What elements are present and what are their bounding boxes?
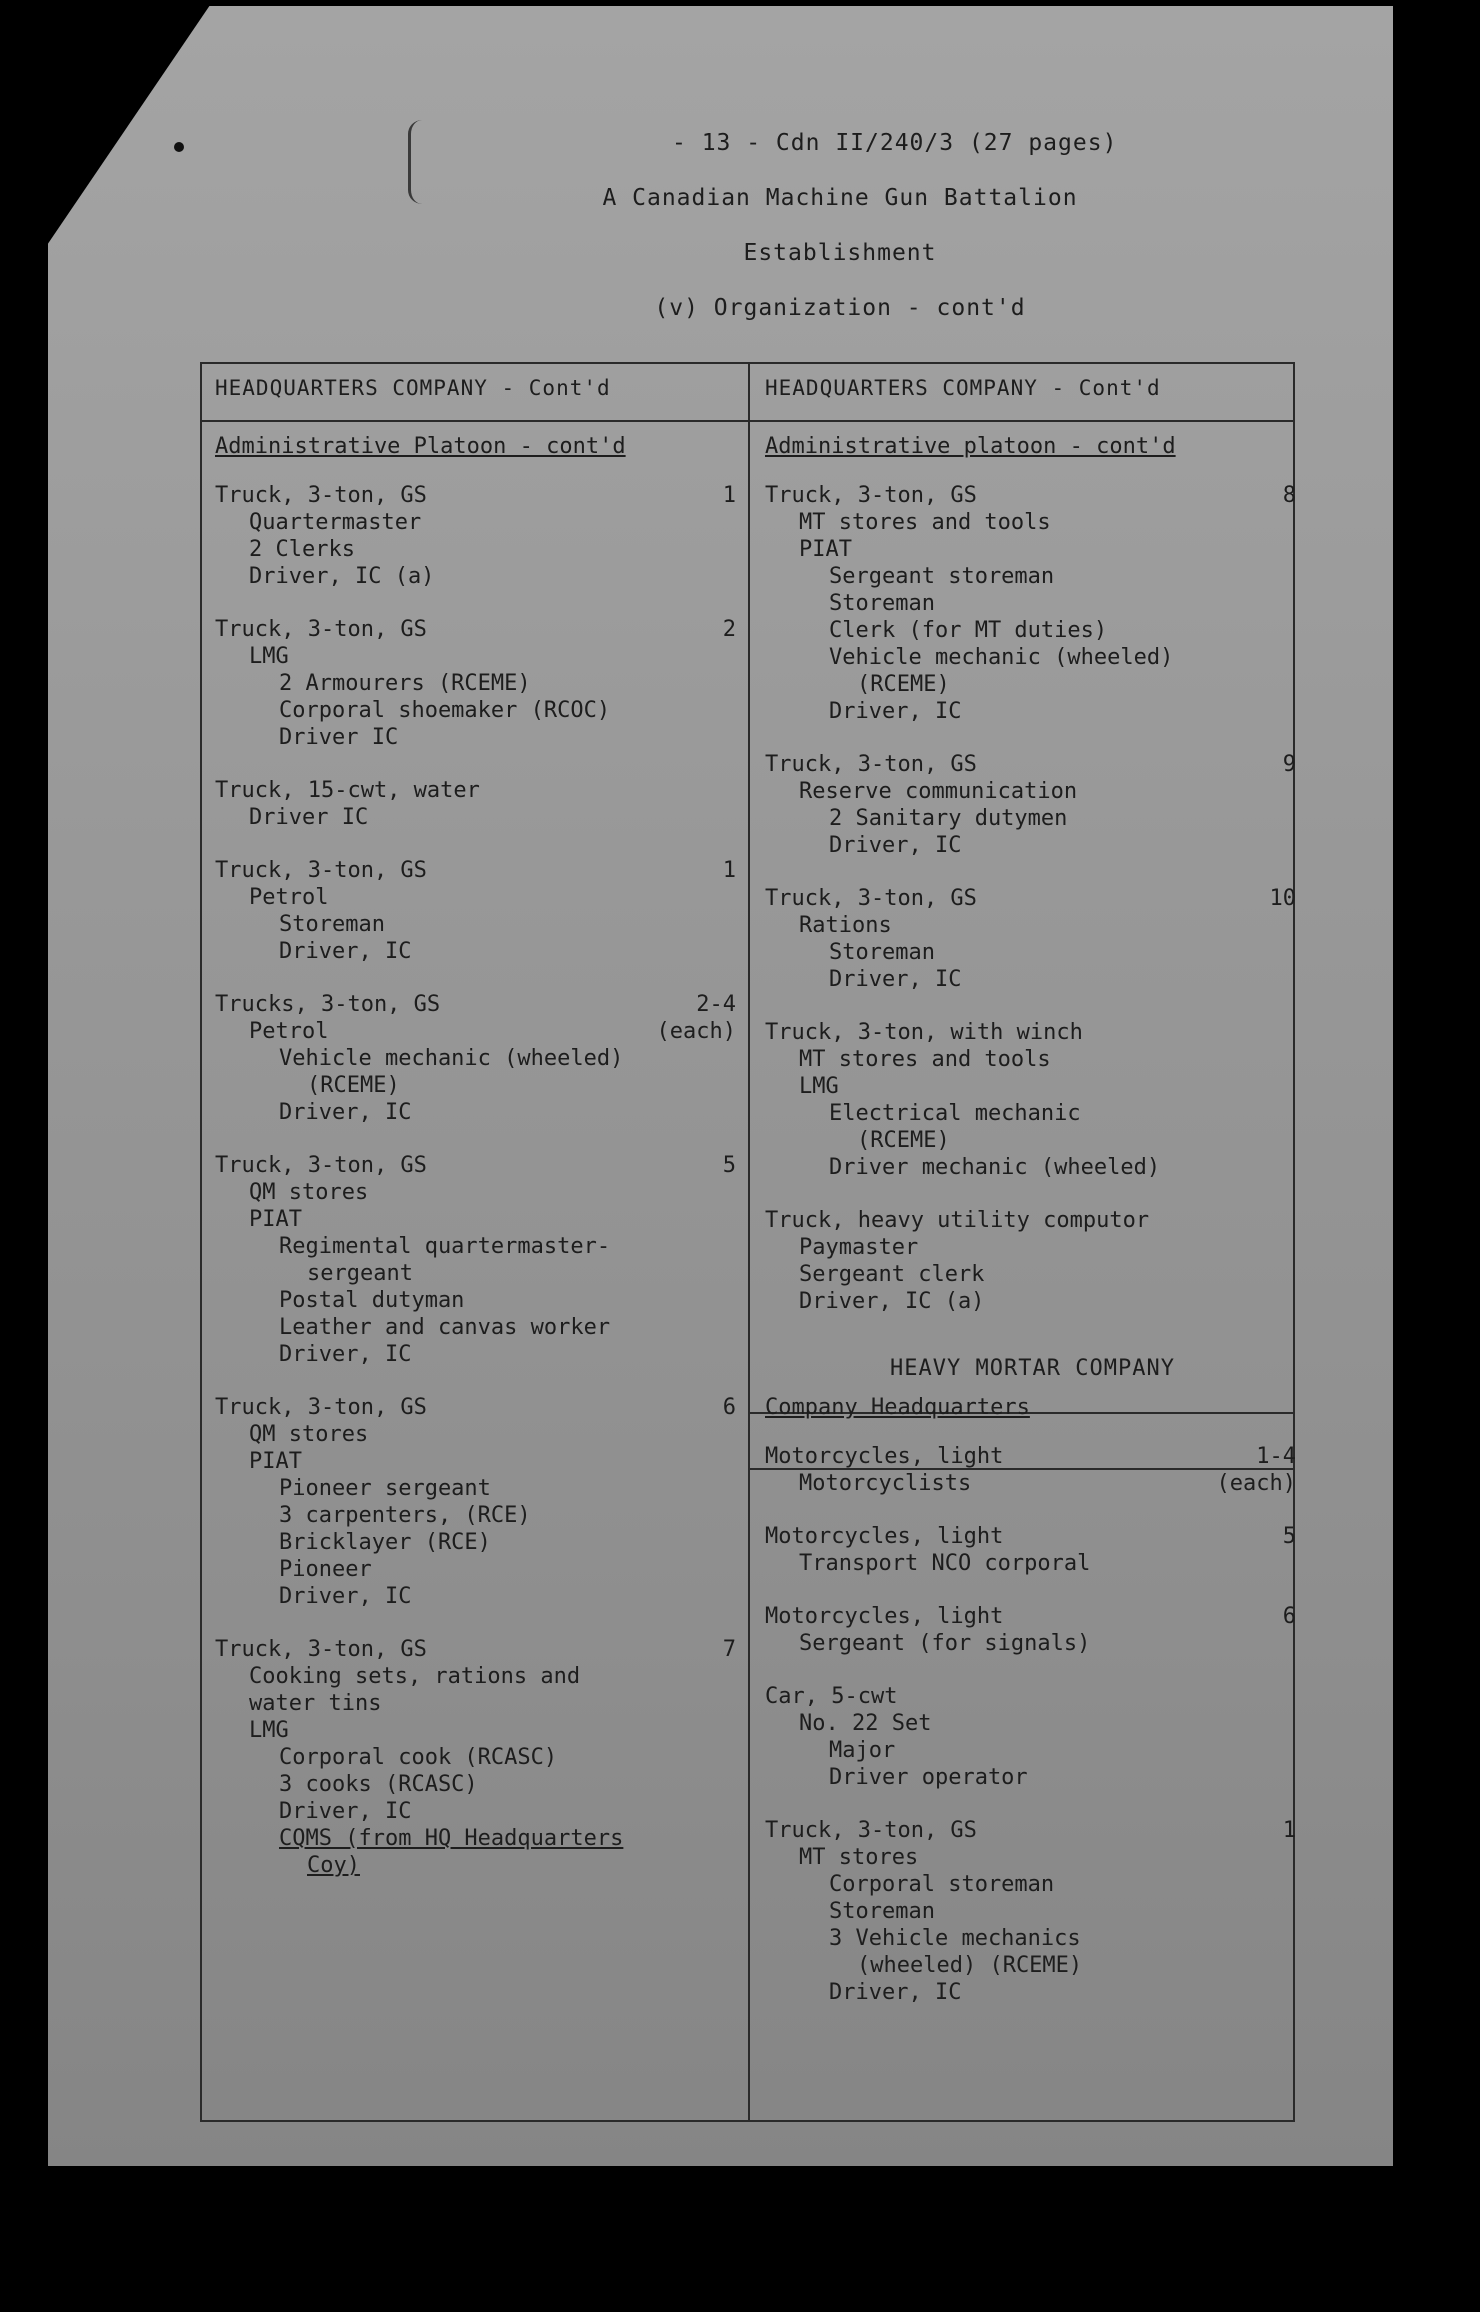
- vehicle-detail-row: [215, 1744, 740, 1771]
- page-reference: - 13 - Cdn II/240/3 (27 pages): [672, 130, 1118, 156]
- vehicle-detail-row: [215, 643, 740, 670]
- vehicle-detail-row: [215, 1018, 740, 1045]
- vehicle-detail: Driver, IC: [279, 1100, 412, 1125]
- vehicle-detail-row: [765, 590, 1300, 617]
- vehicle-detail-row: [765, 509, 1300, 536]
- vehicle-detail: 3 cooks (RCASC): [279, 1772, 478, 1797]
- vehicle-title: Truck, 3-ton, GS: [215, 483, 427, 508]
- vehicle-entry-line: [765, 1817, 1300, 1844]
- vehicle-detail-row: [215, 1529, 740, 1556]
- vehicle-detail: Regimental quartermaster-: [279, 1234, 611, 1259]
- vehicle-detail: 2 Sanitary dutymen: [829, 806, 1068, 831]
- vehicle-detail-row: [215, 670, 740, 697]
- vehicle-detail: Quartermaster: [249, 510, 422, 535]
- vehicle-number: 1: [1282, 1818, 1296, 1843]
- vehicle-detail: Driver operator: [829, 1765, 1028, 1790]
- vehicle-number: 1-4: [1256, 1444, 1296, 1469]
- vehicle-detail: LMG: [249, 644, 289, 669]
- vehicle-detail: sergeant: [307, 1261, 413, 1286]
- vehicle-detail: MT stores: [799, 1845, 919, 1870]
- vehicle-detail: Postal dutyman: [279, 1288, 465, 1313]
- vehicle-detail-row: [765, 1046, 1300, 1073]
- left-entries: [215, 482, 740, 1879]
- vehicle-detail-row: [765, 1710, 1300, 1737]
- vehicle-entry-line: [215, 857, 740, 884]
- vehicle-detail-row: [765, 1630, 1300, 1657]
- vehicle-title: Truck, 3-ton, GS: [215, 617, 427, 642]
- vehicle-title: Truck, 3-ton, GS: [215, 1395, 427, 1420]
- table-left-rule: [200, 362, 202, 2122]
- vehicle-entry: [765, 885, 1300, 993]
- vehicle-entry: [765, 1443, 1300, 1497]
- vehicle-detail: Storeman: [829, 591, 935, 616]
- vehicle-detail: 3 carpenters, (RCE): [279, 1503, 531, 1528]
- vehicle-detail-row: [215, 804, 740, 831]
- vehicle-detail-row: [215, 563, 740, 590]
- vehicle-detail-row: [765, 1261, 1300, 1288]
- vehicle-detail: 2 Armourers (RCEME): [279, 671, 531, 696]
- vehicle-detail: No. 22 Set: [799, 1711, 932, 1736]
- vehicle-detail: Driver, IC: [829, 967, 962, 992]
- vehicle-detail-row: [765, 832, 1300, 859]
- vehicle-title: Truck, 3-ton, GS: [215, 1153, 427, 1178]
- vehicle-entry: [215, 1394, 740, 1610]
- section-heading: (v) Organization - cont'd: [654, 295, 1026, 321]
- vehicle-detail-row: [765, 563, 1300, 590]
- vehicle-entry-line: [765, 482, 1300, 509]
- vehicle-detail: Vehicle mechanic (wheeled): [829, 645, 1174, 670]
- vehicle-entry-line: [765, 885, 1300, 912]
- vehicle-entry: [215, 777, 740, 831]
- vehicle-number: 5: [1282, 1524, 1296, 1549]
- vehicle-detail-row: [765, 1979, 1300, 2006]
- vehicle-detail: Sergeant clerk: [799, 1262, 985, 1287]
- vehicle-title: Truck, 3-ton, GS: [765, 752, 977, 777]
- vehicle-detail: PIAT: [799, 537, 852, 562]
- vehicle-title: Truck, 3-ton, GS: [765, 483, 977, 508]
- vehicle-entry-line: [215, 616, 740, 643]
- vehicle-detail: Driver, IC: [279, 1584, 412, 1609]
- vehicle-detail-row: [765, 1764, 1300, 1791]
- vehicle-detail: Driver, IC: [279, 1799, 412, 1824]
- vehicle-detail-row: [765, 1127, 1300, 1154]
- vehicle-detail-row: [765, 1073, 1300, 1100]
- vehicle-detail: (RCEME): [857, 1128, 950, 1153]
- vehicle-detail: Driver, IC: [829, 699, 962, 724]
- vehicle-detail: Corporal storeman: [829, 1872, 1055, 1897]
- vehicle-detail-row: [215, 536, 740, 563]
- vehicle-detail-row: [765, 698, 1300, 725]
- vehicle-entry: [215, 482, 740, 590]
- vehicle-detail-row: [765, 1952, 1300, 1979]
- vehicle-detail: Transport NCO corporal: [799, 1551, 1091, 1576]
- vehicle-detail-row: [215, 938, 740, 965]
- vehicle-detail: PIAT: [249, 1207, 302, 1232]
- vehicle-detail-row: [765, 1737, 1300, 1764]
- vehicle-detail: Storeman: [829, 1899, 935, 1924]
- vehicle-entry-line: [765, 1683, 1300, 1710]
- vehicle-title: Truck, 3-ton, GS: [215, 1637, 427, 1662]
- vehicle-detail: (wheeled) (RCEME): [857, 1953, 1083, 1978]
- vehicle-detail: water tins: [249, 1691, 382, 1716]
- vehicle-detail-row: [765, 778, 1300, 805]
- vehicle-title: Trucks, 3-ton, GS: [215, 992, 441, 1017]
- vehicle-detail: Bricklayer (RCE): [279, 1530, 491, 1555]
- vehicle-entry: [215, 857, 740, 965]
- vehicle-detail-row: [765, 1844, 1300, 1871]
- vehicle-detail-row: [215, 1852, 740, 1879]
- vehicle-detail-row: [215, 1475, 740, 1502]
- vehicle-detail: Major: [829, 1738, 896, 1763]
- vehicle-entry: [765, 482, 1300, 725]
- vehicle-detail-row: [215, 1717, 740, 1744]
- vehicle-title: Motorcycles, light: [765, 1604, 1004, 1629]
- punch-hole: [174, 142, 184, 152]
- vehicle-detail-row: [215, 697, 740, 724]
- vehicle-detail-row: [215, 1663, 740, 1690]
- vehicle-entry-line: [765, 1443, 1300, 1470]
- vehicle-detail-row: [215, 1287, 740, 1314]
- vehicle-detail-row: [765, 805, 1300, 832]
- vehicle-entry-line: [215, 1394, 740, 1421]
- vehicle-entry: [765, 1523, 1300, 1577]
- vehicle-detail: Sergeant (for signals): [799, 1631, 1091, 1656]
- vehicle-detail: Storeman: [829, 940, 935, 965]
- company-section-title: Company Headquarters: [765, 1395, 1030, 1420]
- vehicle-detail-row: [215, 1421, 740, 1448]
- vehicle-detail-row: [215, 1798, 740, 1825]
- right-column-header: HEADQUARTERS COMPANY - Cont'd: [765, 376, 1161, 400]
- vehicle-entry: [215, 1636, 740, 1879]
- vehicle-detail-row: [765, 1898, 1300, 1925]
- vehicle-detail: Driver IC: [249, 805, 369, 830]
- vehicle-detail: Reserve communication: [799, 779, 1078, 804]
- vehicle-number: 1: [722, 483, 736, 508]
- vehicle-title: Truck, 3-ton, GS: [765, 1818, 977, 1843]
- vehicle-detail: CQMS (from HQ Headquarters: [279, 1826, 624, 1851]
- vehicle-entry-line: [215, 1636, 740, 1663]
- vehicle-detail-row: [215, 1502, 740, 1529]
- vehicle-detail: QM stores: [249, 1422, 369, 1447]
- vehicle-detail: (RCEME): [307, 1073, 400, 1098]
- right-column: [765, 375, 1300, 2032]
- vehicle-detail-note: (each): [656, 1019, 736, 1044]
- vehicle-entry: [215, 616, 740, 751]
- vehicle-title: Motorcycles, light: [765, 1444, 1004, 1469]
- vehicle-detail: Vehicle mechanic (wheeled): [279, 1046, 624, 1071]
- vehicle-entry: [215, 1152, 740, 1368]
- vehicle-entry-line: [215, 1152, 740, 1179]
- vehicle-detail-row: [765, 1925, 1300, 1952]
- vehicle-detail-row: [765, 644, 1300, 671]
- vehicle-title: Truck, 15-cwt, water: [215, 778, 480, 803]
- table-bottom-rule: [200, 2120, 1295, 2122]
- vehicle-detail: MT stores and tools: [799, 1047, 1051, 1072]
- vehicle-detail: Petrol: [249, 885, 329, 910]
- vehicle-detail-row: [215, 1233, 740, 1260]
- vehicle-detail-row: [765, 1154, 1300, 1181]
- vehicle-number: 6: [722, 1395, 736, 1420]
- vehicle-detail-row: [765, 536, 1300, 563]
- vehicle-detail: Storeman: [279, 912, 385, 937]
- left-column-header: HEADQUARTERS COMPANY - Cont'd: [215, 376, 611, 400]
- vehicle-detail-row: [215, 1341, 740, 1368]
- vehicle-detail-row: [215, 1099, 740, 1126]
- vehicle-detail: Driver, IC: [279, 939, 412, 964]
- vehicle-detail-row: [765, 1288, 1300, 1315]
- vehicle-detail-row: [215, 509, 740, 536]
- vehicle-detail-row: [215, 1448, 740, 1475]
- vehicle-detail: LMG: [799, 1074, 839, 1099]
- right-entries: [765, 482, 1300, 1315]
- vehicle-detail-row: [215, 1771, 740, 1798]
- vehicle-entry: [765, 1019, 1300, 1181]
- vehicle-number: 9: [1282, 752, 1296, 777]
- vehicle-detail: Corporal cook (RCASC): [279, 1745, 558, 1770]
- vehicle-detail-row: [765, 939, 1300, 966]
- vehicle-entry-line: [215, 482, 740, 509]
- vehicle-title: Motorcycles, light: [765, 1524, 1004, 1549]
- vehicle-detail-row: [765, 1100, 1300, 1127]
- vehicle-entry: [215, 991, 740, 1126]
- vehicle-entry: [765, 1207, 1300, 1315]
- vehicle-number: 2-4: [696, 992, 736, 1017]
- vehicle-detail-row: [215, 1206, 740, 1233]
- vehicle-number: [1296, 1019, 1300, 1046]
- vehicle-detail: Driver, IC: [279, 1342, 412, 1367]
- left-section-title: Administrative Platoon - cont'd: [215, 434, 626, 459]
- vehicle-entry-line: [765, 1019, 1300, 1046]
- vehicle-detail-row: [765, 966, 1300, 993]
- vehicle-detail: Driver IC: [279, 725, 399, 750]
- vehicle-detail: (RCEME): [857, 672, 950, 697]
- vehicle-detail-row: [215, 1045, 740, 1072]
- table-center-rule: [748, 362, 750, 2122]
- right-entries-2: [765, 1443, 1300, 2006]
- vehicle-detail-row: [215, 1556, 740, 1583]
- vehicle-entry-line: [765, 1603, 1300, 1630]
- vehicle-detail-row: [215, 1825, 740, 1852]
- right-section-title: Administrative platoon - cont'd: [765, 434, 1176, 459]
- vehicle-detail: Sergeant storeman: [829, 564, 1055, 589]
- vehicle-number: [736, 777, 740, 804]
- vehicle-detail: Driver, IC: [829, 833, 962, 858]
- vehicle-entry: [765, 1603, 1300, 1657]
- vehicle-detail-row: [765, 1470, 1300, 1497]
- vehicle-detail: Cooking sets, rations and: [249, 1664, 581, 1689]
- vehicle-title: Truck, 3-ton, with winch: [765, 1020, 1083, 1045]
- vehicle-detail-row: [215, 884, 740, 911]
- vehicle-entry-line: [215, 991, 740, 1018]
- vehicle-detail-row: [215, 911, 740, 938]
- vehicle-detail-row: [215, 1314, 740, 1341]
- vehicle-detail: Driver, IC (a): [799, 1289, 985, 1314]
- vehicle-detail: QM stores: [249, 1180, 369, 1205]
- vehicle-number: 5: [722, 1153, 736, 1178]
- vehicle-title: Car, 5-cwt: [765, 1684, 898, 1709]
- vehicle-number: 2: [722, 617, 736, 642]
- vehicle-detail-row: [765, 1234, 1300, 1261]
- vehicle-entry-line: [215, 777, 740, 804]
- vehicle-detail-row: [215, 1690, 740, 1717]
- vehicle-detail: Corporal shoemaker (RCOC): [279, 698, 611, 723]
- vehicle-number: 8: [1282, 483, 1296, 508]
- vehicle-number: [1296, 1683, 1300, 1710]
- vehicle-number: 10: [1269, 886, 1296, 911]
- vehicle-entry-line: [765, 1207, 1300, 1234]
- vehicle-number: 7: [722, 1637, 736, 1662]
- vehicle-entry: [765, 1817, 1300, 2006]
- vehicle-detail: Driver, IC: [829, 1980, 962, 2005]
- vehicle-entry: [765, 751, 1300, 859]
- vehicle-detail-row: [765, 912, 1300, 939]
- vehicle-detail: LMG: [249, 1718, 289, 1743]
- vehicle-detail-row: [765, 1871, 1300, 1898]
- vehicle-number: [1296, 1207, 1300, 1234]
- vehicle-detail: Petrol: [249, 1019, 329, 1044]
- vehicle-entry-line: [765, 1523, 1300, 1550]
- vehicle-detail: Paymaster: [799, 1235, 919, 1260]
- vehicle-detail-row: [215, 724, 740, 751]
- vehicle-detail-row: [215, 1072, 740, 1099]
- vehicle-entry: [765, 1683, 1300, 1791]
- vehicle-detail-note: (each): [1216, 1471, 1296, 1496]
- vehicle-title: Truck, 3-ton, GS: [215, 858, 427, 883]
- vehicle-title: Truck, heavy utility computor: [765, 1208, 1150, 1233]
- document-subtitle: Establishment: [743, 240, 937, 266]
- vehicle-detail: Leather and canvas worker: [279, 1315, 611, 1340]
- vehicle-detail-row: [215, 1583, 740, 1610]
- vehicle-detail: Pioneer: [279, 1557, 372, 1582]
- vehicle-detail: Driver, IC (a): [249, 564, 435, 589]
- vehicle-detail: Rations: [799, 913, 892, 938]
- vehicle-detail-row: [765, 671, 1300, 698]
- vehicle-entry-line: [765, 751, 1300, 778]
- vehicle-detail: Motorcyclists: [799, 1471, 972, 1496]
- vehicle-detail: Pioneer sergeant: [279, 1476, 491, 1501]
- vehicle-detail: Electrical mechanic: [829, 1101, 1081, 1126]
- vehicle-detail: 2 Clerks: [249, 537, 355, 562]
- vehicle-detail: MT stores and tools: [799, 510, 1051, 535]
- vehicle-number: 6: [1282, 1604, 1296, 1629]
- vehicle-detail-row: [215, 1260, 740, 1287]
- vehicle-number: 1: [722, 858, 736, 883]
- vehicle-detail-row: [765, 1550, 1300, 1577]
- vehicle-title: Truck, 3-ton, GS: [765, 886, 977, 911]
- left-column: [215, 375, 740, 1905]
- vehicle-detail: Driver mechanic (wheeled): [829, 1155, 1161, 1180]
- company-header: HEAVY MORTAR COMPANY: [890, 1356, 1175, 1381]
- vehicle-detail-row: [215, 1179, 740, 1206]
- vehicle-detail-row: [765, 617, 1300, 644]
- vehicle-detail: PIAT: [249, 1449, 302, 1474]
- document-title: A Canadian Machine Gun Battalion: [602, 185, 1078, 211]
- vehicle-detail: Clerk (for MT duties): [829, 618, 1108, 643]
- vehicle-detail: 3 Vehicle mechanics: [829, 1926, 1081, 1951]
- vehicle-detail: Coy): [307, 1853, 360, 1878]
